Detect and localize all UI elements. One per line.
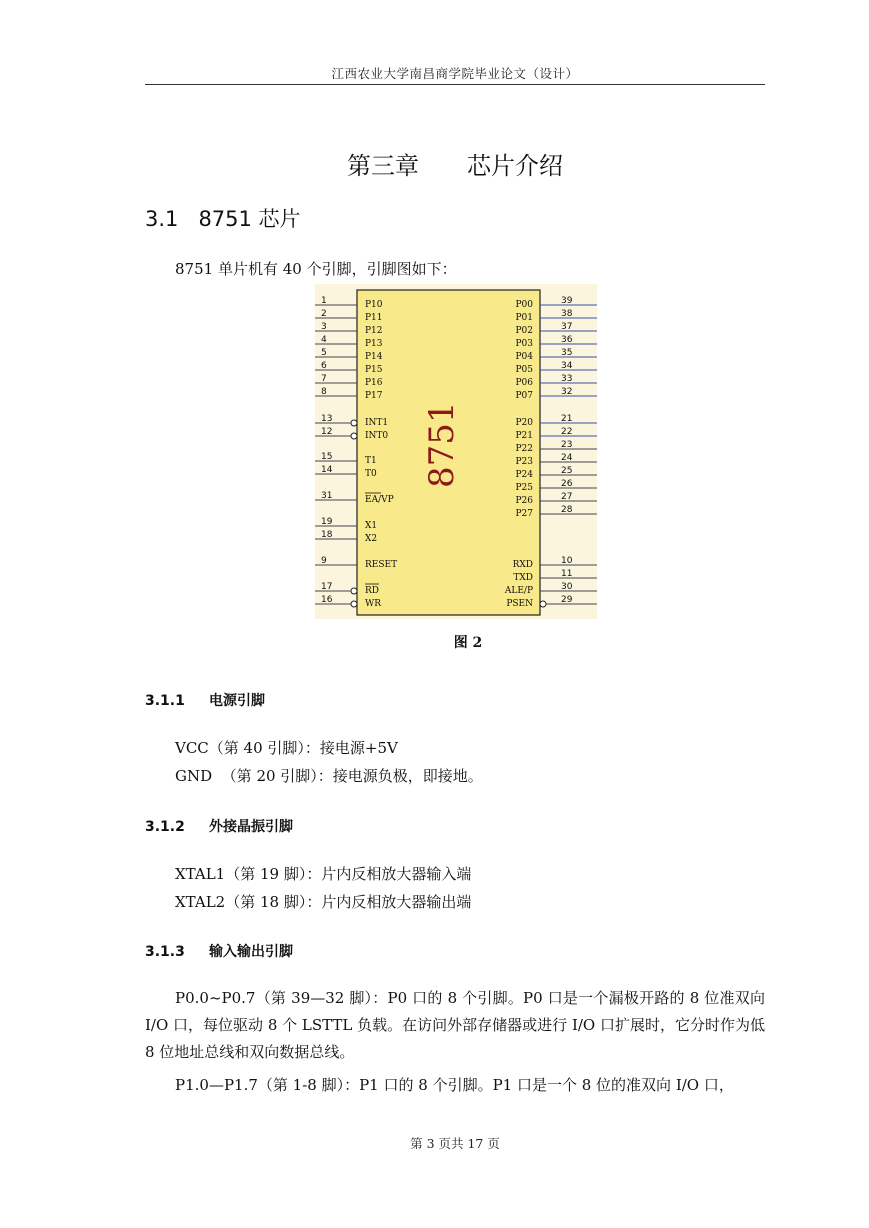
pin-name-right: P21 xyxy=(515,431,533,441)
pin-number-right: 29 xyxy=(561,595,573,605)
pin-name-left: RD xyxy=(365,586,379,596)
pin-number-right: 30 xyxy=(561,582,573,592)
pin-name-right: ALE/P xyxy=(504,586,533,596)
pin-number-right: 25 xyxy=(561,466,573,476)
pin-number-left: 16 xyxy=(321,595,333,605)
intro-text: 8751 单片机有 40 个引脚，引脚图如下： xyxy=(175,260,457,278)
pin-name-left: X2 xyxy=(365,534,378,544)
p0-paragraph: P0.0~P0.7（第 39—32 脚）：P0 口的 8 个引脚。P0 口是一个漏极开路的 8 位准双向 I/O 口，每位驱动 8 个 LSTTL 负载。在访问外部存储器或进行 I/O 口扩展时，它分时作为低 8 位地址总线和双向数据总线。 xyxy=(145,989,765,1061)
subsection-number: 3.1.3 xyxy=(145,944,185,960)
pin-number-right: 24 xyxy=(561,453,573,463)
pin-name-left: P13 xyxy=(365,339,383,349)
pin-bubble-left xyxy=(351,601,357,607)
pin-number-left: 7 xyxy=(321,374,327,384)
pin-number-right: 11 xyxy=(561,569,573,579)
xtal2-line: XTAL2（第 18 脚）：片内反相放大器输出端 xyxy=(175,893,472,911)
pin-number-left: 9 xyxy=(321,556,327,566)
pin-name-left: RESET xyxy=(365,560,398,570)
pin-number-left: 17 xyxy=(321,582,333,592)
pin-number-right: 26 xyxy=(561,479,573,489)
pin-name-left: INT0 xyxy=(365,431,389,441)
pin-name-left: P17 xyxy=(365,391,383,401)
subsection-title: 电源引脚 xyxy=(209,693,265,709)
pin-number-left: 3 xyxy=(321,322,327,332)
pin-number-left: 8 xyxy=(321,387,327,397)
pin-number-right: 37 xyxy=(561,322,573,332)
chip-label: 8751 xyxy=(422,401,462,488)
subsection-title: 输入输出引脚 xyxy=(209,944,293,960)
pin-number-left: 18 xyxy=(321,530,333,540)
pin-number-right: 36 xyxy=(561,335,573,345)
pin-number-left: 19 xyxy=(321,517,333,527)
xtal1-line: XTAL1（第 19 脚）：片内反相放大器输入端 xyxy=(175,865,472,883)
pin-number-right: 35 xyxy=(561,348,573,358)
pin-name-left: T0 xyxy=(365,469,377,479)
chapter-title: 第三章 芯片介绍 xyxy=(347,152,563,180)
pin-diagram-svg xyxy=(315,284,597,619)
pin-name-right: P26 xyxy=(515,496,533,506)
pin-name-right: TXD xyxy=(513,573,533,583)
pin-name-left: P11 xyxy=(365,313,383,323)
pin-number-left: 1 xyxy=(321,296,327,306)
pin-name-right: P02 xyxy=(515,326,533,336)
subsection-3-1-3-heading xyxy=(145,941,293,961)
pin-name-right: P01 xyxy=(515,313,533,323)
pin-number-left: 12 xyxy=(321,427,333,437)
pin-name-right: P27 xyxy=(515,509,533,519)
pin-bubble-left xyxy=(351,420,357,426)
pin-diagram xyxy=(315,284,597,619)
pin-number-left: 31 xyxy=(321,491,333,501)
pin-number-right: 22 xyxy=(561,427,573,437)
section-name: 8751 芯片 xyxy=(198,207,301,231)
pin-number-right: 23 xyxy=(561,440,573,450)
pin-number-right: 32 xyxy=(561,387,573,397)
vcc-line: VCC（第 40 引脚）：接电源+5V xyxy=(175,739,398,757)
pin-number-left: 15 xyxy=(321,452,333,462)
pin-name-left: EA/VP xyxy=(365,495,394,505)
subsection-number: 3.1.2 xyxy=(145,819,185,835)
pin-number-left: 2 xyxy=(321,309,327,319)
gnd-line: GND （第 20 引脚）：接电源负极，即接地。 xyxy=(175,767,483,785)
pin-number-left: 4 xyxy=(321,335,327,345)
pin-bubble-right xyxy=(540,601,546,607)
subsection-number: 3.1.1 xyxy=(145,693,185,709)
pin-name-left: WR xyxy=(365,599,382,609)
pin-name-left: T1 xyxy=(365,456,377,466)
section-title xyxy=(145,203,301,233)
pin-number-right: 38 xyxy=(561,309,573,319)
pin-name-left: P14 xyxy=(365,352,383,362)
pin-name-left: INT1 xyxy=(365,418,389,428)
pin-name-right: PSEN xyxy=(506,599,533,609)
pin-name-left: P16 xyxy=(365,378,383,388)
figure-caption: 图 2 xyxy=(453,635,483,651)
pin-name-right: P03 xyxy=(515,339,533,349)
p1-paragraph: P1.0—P1.7（第 1-8 脚）：P1 口的 8 个引脚。P1 口是一个 8 位的准双向 I/O 口， xyxy=(175,1076,734,1094)
header-rule xyxy=(145,84,765,85)
pin-name-right: P23 xyxy=(515,457,533,467)
pin-name-right: P05 xyxy=(515,365,533,375)
pin-number-left: 14 xyxy=(321,465,333,475)
pin-number-left: 5 xyxy=(321,348,327,358)
pin-number-left: 13 xyxy=(321,414,333,424)
pin-name-left: P12 xyxy=(365,326,383,336)
subsection-title: 外接晶振引脚 xyxy=(209,819,293,835)
pin-name-right: P22 xyxy=(515,444,533,454)
pin-number-right: 28 xyxy=(561,505,573,515)
section-number: 3.1 xyxy=(145,207,179,231)
pin-name-right: RXD xyxy=(512,560,533,570)
pin-name-right: P00 xyxy=(515,300,533,310)
pin-number-right: 33 xyxy=(561,374,573,384)
running-header: 江西农业大学南昌商学院毕业论文（设计） xyxy=(331,66,579,81)
pin-name-left: X1 xyxy=(365,521,378,531)
pin-number-right: 10 xyxy=(561,556,573,566)
pin-number-right: 34 xyxy=(561,361,573,371)
pin-name-left: P10 xyxy=(365,300,383,310)
subsection-3-1-1-heading xyxy=(145,690,265,710)
page-footer: 第 3 页共 17 页 xyxy=(410,1136,500,1151)
pin-bubble-left xyxy=(351,433,357,439)
pin-name-right: P25 xyxy=(515,483,533,493)
pin-number-right: 27 xyxy=(561,492,573,502)
pin-bubble-left xyxy=(351,588,357,594)
pin-name-right: P20 xyxy=(515,418,533,428)
pin-name-left: P15 xyxy=(365,365,383,375)
subsection-3-1-2-heading xyxy=(145,816,293,836)
pin-name-right: P24 xyxy=(515,470,533,480)
pin-number-right: 21 xyxy=(561,414,573,424)
pin-name-right: P06 xyxy=(515,378,533,388)
pin-number-right: 39 xyxy=(561,296,573,306)
pin-name-right: P07 xyxy=(515,391,533,401)
pin-name-right: P04 xyxy=(515,352,533,362)
pin-number-left: 6 xyxy=(321,361,327,371)
